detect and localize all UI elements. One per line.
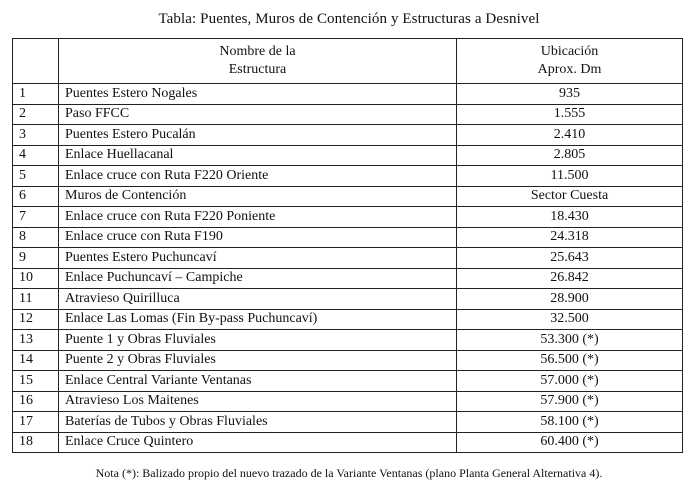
row-location: 18.430 [457, 207, 683, 228]
row-number: 3 [13, 125, 59, 146]
row-number: 12 [13, 309, 59, 330]
row-location: 57.900 (*) [457, 391, 683, 412]
table-caption: Tabla: Puentes, Muros de Contención y Estructuras a Desnivel [158, 11, 540, 27]
row-number: 2 [13, 104, 59, 125]
row-structure-name: Atravieso Quirilluca [59, 289, 457, 310]
table-row [13, 391, 683, 412]
header-location [457, 39, 683, 84]
header-structure-name [59, 39, 457, 84]
header-number-cell [13, 39, 59, 84]
row-number: 4 [13, 145, 59, 166]
row-location: 2.410 [457, 125, 683, 146]
table-row [13, 248, 683, 269]
row-number: 17 [13, 412, 59, 433]
row-number: 18 [13, 432, 59, 453]
structures-table [12, 38, 683, 453]
table-row [13, 145, 683, 166]
table-row [13, 309, 683, 330]
row-structure-name: Atravieso Los Maitenes [59, 391, 457, 412]
row-location: 2.805 [457, 145, 683, 166]
row-number: 8 [13, 227, 59, 248]
row-structure-name: Enlace cruce con Ruta F220 Poniente [59, 207, 457, 228]
row-location: 1.555 [457, 104, 683, 125]
table-header-row [13, 39, 683, 84]
row-number: 6 [13, 186, 59, 207]
table-row [13, 84, 683, 105]
table-row [13, 412, 683, 433]
row-structure-name: Enlace Central Variante Ventanas [59, 371, 457, 392]
row-structure-name: Paso FFCC [59, 104, 457, 125]
row-structure-name: Muros de Contención [59, 186, 457, 207]
table-row [13, 227, 683, 248]
row-location: 58.100 (*) [457, 412, 683, 433]
table-row [13, 371, 683, 392]
row-structure-name: Puente 2 y Obras Fluviales [59, 350, 457, 371]
table-row [13, 289, 683, 310]
row-structure-name: Enlace Puchuncaví – Campiche [59, 268, 457, 289]
table-row [13, 186, 683, 207]
row-structure-name: Puentes Estero Pucalán [59, 125, 457, 146]
row-structure-name: Enlace Huellacanal [59, 145, 457, 166]
table-note: Nota (*): Balizado propio del nuevo trazado de la Variante Ventanas (plano Planta General Alternativa 4). [95, 466, 603, 480]
row-location: 53.300 (*) [457, 330, 683, 351]
row-location: 24.318 [457, 227, 683, 248]
row-number: 5 [13, 166, 59, 187]
table-row [13, 207, 683, 228]
table-row [13, 330, 683, 351]
table-row [13, 350, 683, 371]
row-structure-name: Enlace cruce con Ruta F190 [59, 227, 457, 248]
row-structure-name: Puentes Estero Puchuncaví [59, 248, 457, 269]
header-loc-line1: Ubicación [540, 44, 599, 59]
row-number: 11 [13, 289, 59, 310]
table-row [13, 125, 683, 146]
row-number: 14 [13, 350, 59, 371]
header-name-line1: Nombre de la [219, 44, 296, 59]
row-location: 57.000 (*) [457, 371, 683, 392]
row-structure-name: Puentes Estero Nogales [59, 84, 457, 105]
row-structure-name: Enlace Cruce Quintero [59, 432, 457, 453]
row-number: 9 [13, 248, 59, 269]
row-structure-name: Puente 1 y Obras Fluviales [59, 330, 457, 351]
row-number: 13 [13, 330, 59, 351]
table-row [13, 104, 683, 125]
row-location: 32.500 [457, 309, 683, 330]
row-location: 25.643 [457, 248, 683, 269]
header-name-line2: Estructura [228, 62, 287, 77]
table-row [13, 432, 683, 453]
row-location: Sector Cuesta [457, 186, 683, 207]
header-loc-line2: Aprox. Dm [537, 62, 602, 77]
row-location: 11.500 [457, 166, 683, 187]
row-location: 56.500 (*) [457, 350, 683, 371]
row-number: 1 [13, 84, 59, 105]
table-row [13, 166, 683, 187]
row-location: 28.900 [457, 289, 683, 310]
row-location: 26.842 [457, 268, 683, 289]
row-location: 935 [457, 84, 683, 105]
row-structure-name: Enlace cruce con Ruta F220 Oriente [59, 166, 457, 187]
row-location: 60.400 (*) [457, 432, 683, 453]
row-structure-name: Enlace Las Lomas (Fin By-pass Puchuncaví) [59, 309, 457, 330]
row-number: 10 [13, 268, 59, 289]
row-number: 16 [13, 391, 59, 412]
table-row [13, 268, 683, 289]
row-number: 15 [13, 371, 59, 392]
row-number: 7 [13, 207, 59, 228]
row-structure-name: Baterías de Tubos y Obras Fluviales [59, 412, 457, 433]
